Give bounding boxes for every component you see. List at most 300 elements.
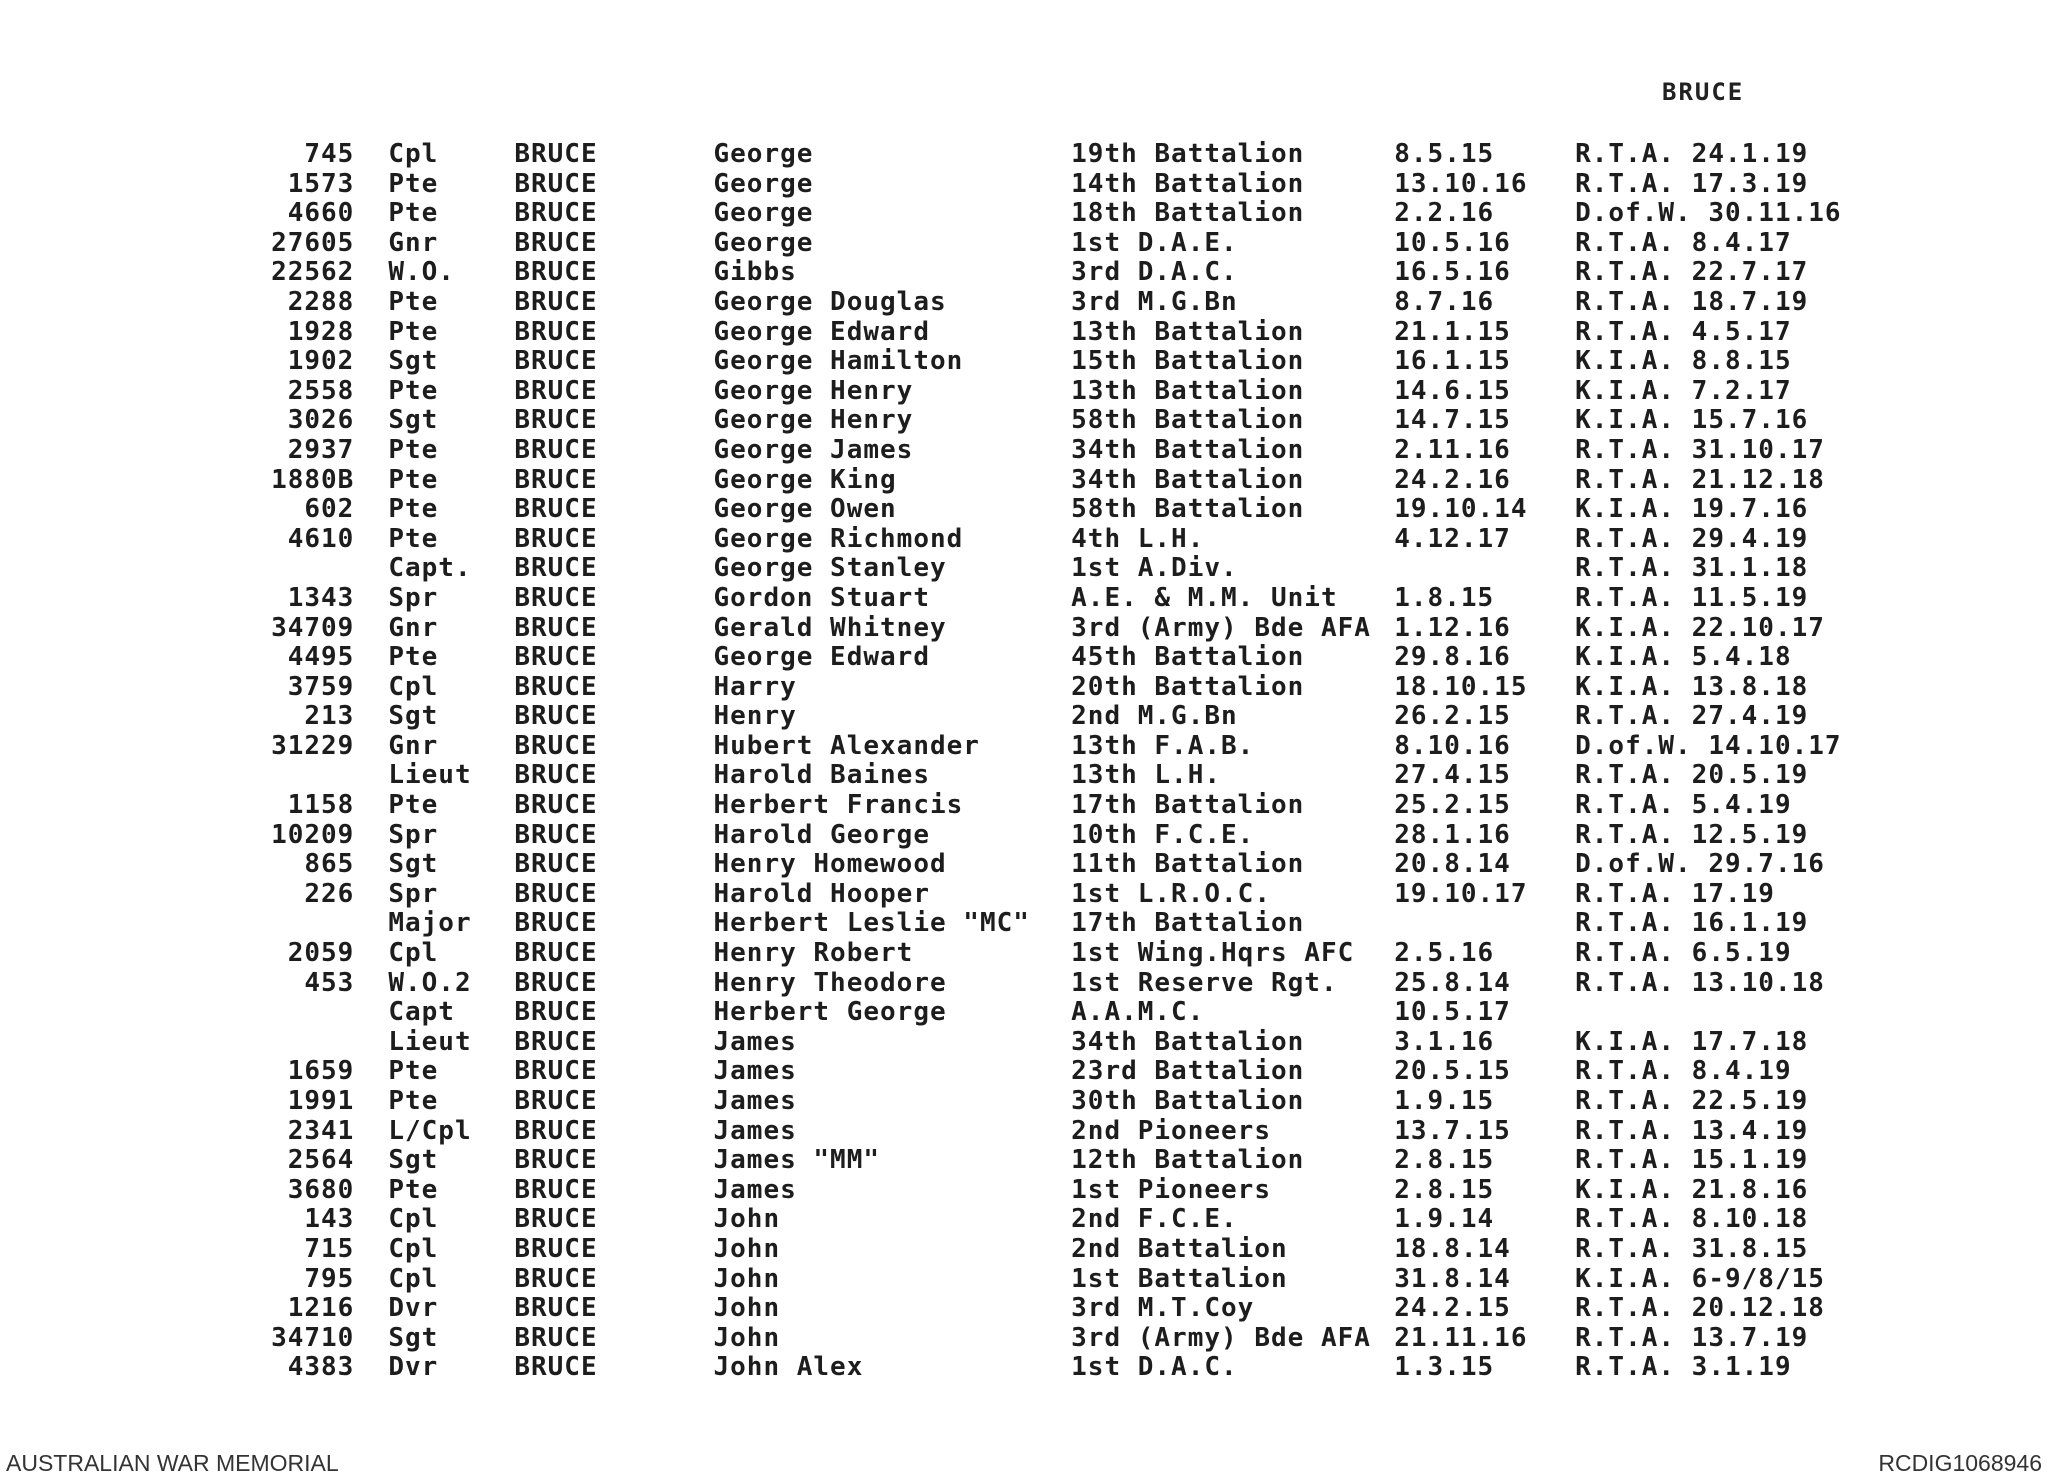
surname-cell: BRUCE <box>514 790 598 821</box>
rank-cell: Pte <box>388 375 439 406</box>
given-names-cell: John <box>713 1204 781 1235</box>
fate-cell: R.T.A. 8.4.19 <box>1575 1056 1792 1087</box>
fate-cell: R.T.A. 29.4.19 <box>1575 523 1809 554</box>
unit-cell: 34th Battalion <box>1071 1026 1305 1057</box>
rank-cell: Cpl <box>388 1233 439 1264</box>
fate-cell: R.T.A. 31.1.18 <box>1575 553 1809 584</box>
enlistment-date-cell: 24.2.16 <box>1394 464 1511 495</box>
fate-cell: R.T.A. 8.10.18 <box>1575 1204 1809 1235</box>
service-number-cell: 226 <box>304 878 355 909</box>
surname-cell: BRUCE <box>514 464 598 495</box>
enlistment-date-cell: 4.12.17 <box>1394 523 1511 554</box>
service-number-cell: 31229 <box>271 730 355 761</box>
given-names-cell: Henry <box>713 701 797 732</box>
nominal-roll-table <box>240 140 1880 1383</box>
table-row <box>240 939 1880 969</box>
surname-cell: BRUCE <box>514 168 598 199</box>
surname-cell: BRUCE <box>514 671 598 702</box>
enlistment-date-cell: 13.10.16 <box>1394 168 1528 199</box>
given-names-cell: James <box>713 1174 797 1205</box>
enlistment-date-cell: 24.2.15 <box>1394 1293 1511 1324</box>
table-row <box>240 1146 1880 1176</box>
given-names-cell: Herbert Leslie "MC" <box>713 908 1030 939</box>
rank-cell: Lieut <box>388 1026 472 1057</box>
service-number-cell: 715 <box>304 1233 355 1264</box>
rank-cell: Gnr <box>388 227 439 258</box>
service-number-cell <box>240 1028 388 1058</box>
unit-cell: 10th F.C.E. <box>1071 819 1255 850</box>
table-row <box>240 673 1880 703</box>
service-number-cell: 3680 <box>287 1174 355 1205</box>
rank-cell: Lieut <box>388 760 472 791</box>
surname-cell: BRUCE <box>514 346 598 377</box>
rank-cell: Cpl <box>388 139 439 169</box>
table-row <box>240 436 1880 466</box>
surname-cell: BRUCE <box>514 582 598 613</box>
given-names-cell: James <box>713 1086 797 1116</box>
unit-cell: 13th Battalion <box>1071 375 1305 406</box>
fate-cell: R.T.A. 13.4.19 <box>1575 1115 1809 1146</box>
fate-cell: R.T.A. 15.1.19 <box>1575 1145 1809 1176</box>
fate-cell: K.I.A. 15.7.16 <box>1575 405 1809 436</box>
enlistment-date-cell: 1.12.16 <box>1394 612 1511 643</box>
unit-cell: 13th L.H. <box>1071 760 1222 791</box>
fate-cell: R.T.A. 4.5.17 <box>1575 316 1792 347</box>
unit-cell: 45th Battalion <box>1071 642 1305 673</box>
enlistment-date-cell: 2.8.15 <box>1394 1145 1495 1176</box>
given-names-cell: George Richmond <box>713 523 964 554</box>
surname-cell: BRUCE <box>514 523 598 554</box>
table-row <box>240 318 1880 348</box>
fate-cell: R.T.A. 27.4.19 <box>1575 701 1809 732</box>
footer-institution: AUSTRALIAN WAR MEMORIAL <box>6 1450 339 1476</box>
enlistment-date-cell: 31.8.14 <box>1394 1263 1511 1294</box>
given-names-cell: Herbert Francis <box>713 790 964 821</box>
rank-cell: Sgt <box>388 849 439 880</box>
table-row <box>240 525 1880 555</box>
surname-cell: BRUCE <box>514 286 598 317</box>
enlistment-date-cell: 14.6.15 <box>1394 375 1511 406</box>
rank-cell: Major <box>388 908 472 939</box>
service-number-cell: 1902 <box>287 346 355 377</box>
surname-cell: BRUCE <box>514 1026 598 1057</box>
unit-cell: 58th Battalion <box>1071 494 1305 525</box>
given-names-cell: George James <box>713 434 914 465</box>
service-number-cell: 22562 <box>271 257 355 288</box>
table-row <box>240 258 1880 288</box>
nominal-roll-body <box>240 140 1880 1383</box>
rank-cell: Dvr <box>388 1352 439 1383</box>
service-number-cell: 1343 <box>287 582 355 613</box>
enlistment-date-cell: 2.11.16 <box>1394 434 1511 465</box>
service-number-cell: 1659 <box>287 1056 355 1087</box>
given-names-cell: Harold Hooper <box>713 878 930 909</box>
surname-cell: BRUCE <box>514 198 598 229</box>
unit-cell: 1st A.Div. <box>1071 553 1238 584</box>
rank-cell: Cpl <box>388 671 439 702</box>
rank-cell: Pte <box>388 642 439 673</box>
unit-cell: 3rd D.A.C. <box>1071 257 1238 288</box>
rank-cell: Sgt <box>388 1322 439 1353</box>
given-names-cell: James <box>713 1056 797 1087</box>
service-number-cell: 2341 <box>287 1115 355 1146</box>
table-row <box>240 998 1880 1028</box>
fate-cell: R.T.A. 13.7.19 <box>1575 1322 1809 1353</box>
given-names-cell: George <box>713 168 814 199</box>
enlistment-date-cell: 3.1.16 <box>1394 1026 1495 1057</box>
surname-cell: BRUCE <box>514 227 598 258</box>
table-row <box>240 702 1880 732</box>
table-row <box>240 466 1880 496</box>
rank-cell: Pte <box>388 316 439 347</box>
service-number-cell: 3026 <box>287 405 355 436</box>
enlistment-date-cell: 2.5.16 <box>1394 938 1495 969</box>
enlistment-date-cell: 1.3.15 <box>1394 1352 1495 1383</box>
fate-cell: R.T.A. 8.4.17 <box>1575 227 1792 258</box>
unit-cell: 18th Battalion <box>1071 198 1305 229</box>
unit-cell: 1st Battalion <box>1071 1263 1288 1294</box>
table-row <box>240 643 1880 673</box>
unit-cell: 34th Battalion <box>1071 434 1305 465</box>
given-names-cell: John <box>713 1322 781 1353</box>
fate-cell: D.of.W. 30.11.16 <box>1575 198 1842 229</box>
enlistment-date-cell: 21.1.15 <box>1394 316 1511 347</box>
rank-cell: Sgt <box>388 1145 439 1176</box>
surname-cell: BRUCE <box>514 612 598 643</box>
table-row <box>240 288 1880 318</box>
given-names-cell: George King <box>713 464 897 495</box>
fate-cell: D.of.W. 29.7.16 <box>1575 849 1825 880</box>
rank-cell: Sgt <box>388 405 439 436</box>
enlistment-date-cell: 18.10.15 <box>1394 671 1528 702</box>
fate-cell: R.T.A. 22.7.17 <box>1575 257 1809 288</box>
enlistment-date-cell: 20.8.14 <box>1394 849 1511 880</box>
given-names-cell: Hubert Alexander <box>713 730 980 761</box>
rank-cell: Pte <box>388 494 439 525</box>
unit-cell: 1st D.A.C. <box>1071 1352 1238 1383</box>
surname-cell: BRUCE <box>514 730 598 761</box>
table-row <box>240 1087 1880 1117</box>
surname-cell: BRUCE <box>514 997 598 1028</box>
fate-cell: R.T.A. 31.8.15 <box>1575 1233 1809 1264</box>
service-number-cell: 34709 <box>271 612 355 643</box>
service-number-cell: 2558 <box>287 375 355 406</box>
given-names-cell: John <box>713 1263 781 1294</box>
fate-cell <box>1575 998 1880 1028</box>
fate-cell: R.T.A. 24.1.19 <box>1575 139 1809 169</box>
table-row <box>240 554 1880 584</box>
fate-cell: R.T.A. 20.12.18 <box>1575 1293 1825 1324</box>
enlistment-date-cell: 2.8.15 <box>1394 1174 1495 1205</box>
enlistment-date-cell: 8.5.15 <box>1394 139 1495 169</box>
fate-cell: R.T.A. 31.10.17 <box>1575 434 1825 465</box>
fate-cell: K.I.A. 8.8.15 <box>1575 346 1792 377</box>
fate-cell: R.T.A. 16.1.19 <box>1575 908 1809 939</box>
rank-cell: Pte <box>388 168 439 199</box>
enlistment-date-cell: 8.7.16 <box>1394 286 1495 317</box>
surname-cell: BRUCE <box>514 1056 598 1087</box>
rank-cell: Capt <box>388 997 455 1028</box>
rank-cell: Pte <box>388 198 439 229</box>
rank-cell: Gnr <box>388 730 439 761</box>
given-names-cell: George <box>713 227 814 258</box>
unit-cell: 3rd M.T.Coy <box>1071 1293 1255 1324</box>
surname-cell: BRUCE <box>514 375 598 406</box>
table-row <box>240 761 1880 791</box>
table-row <box>240 909 1880 939</box>
enlistment-date-cell: 29.8.16 <box>1394 642 1511 673</box>
table-row <box>240 199 1880 229</box>
table-row <box>240 1057 1880 1087</box>
table-row <box>240 969 1880 999</box>
service-number-cell: 34710 <box>271 1322 355 1353</box>
enlistment-date-cell: 20.5.15 <box>1394 1056 1511 1087</box>
surname-cell: BRUCE <box>514 553 598 584</box>
enlistment-date-cell <box>1394 554 1575 584</box>
unit-cell: 1st D.A.E. <box>1071 227 1238 258</box>
table-row <box>240 170 1880 200</box>
fate-cell: K.I.A. 17.7.18 <box>1575 1026 1809 1057</box>
fate-cell: R.T.A. 20.5.19 <box>1575 760 1809 791</box>
surname-cell: BRUCE <box>514 642 598 673</box>
table-row <box>240 140 1880 170</box>
enlistment-date-cell: 26.2.15 <box>1394 701 1511 732</box>
enlistment-date-cell: 10.5.17 <box>1394 997 1511 1028</box>
unit-cell: A.E. & M.M. Unit <box>1071 582 1338 613</box>
unit-cell: 12th Battalion <box>1071 1145 1305 1176</box>
given-names-cell: George Edward <box>713 316 930 347</box>
service-number-cell: 10209 <box>271 819 355 850</box>
enlistment-date-cell: 10.5.16 <box>1394 227 1511 258</box>
service-number-cell <box>240 998 388 1028</box>
fate-cell: R.T.A. 13.10.18 <box>1575 967 1825 998</box>
unit-cell: 2nd M.G.Bn <box>1071 701 1238 732</box>
service-number-cell: 4383 <box>287 1352 355 1383</box>
surname-cell: BRUCE <box>514 908 598 939</box>
surname-cell: BRUCE <box>514 1322 598 1353</box>
given-names-cell: George Stanley <box>713 553 947 584</box>
table-row <box>240 229 1880 259</box>
rank-cell: Spr <box>388 819 439 850</box>
enlistment-date-cell: 1.8.15 <box>1394 582 1495 613</box>
given-names-cell: James <box>713 1026 797 1057</box>
given-names-cell: Gordon Stuart <box>713 582 930 613</box>
fate-cell: K.I.A. 21.8.16 <box>1575 1174 1809 1205</box>
fate-cell: K.I.A. 13.8.18 <box>1575 671 1809 702</box>
unit-cell: 30th Battalion <box>1071 1086 1305 1116</box>
surname-cell: BRUCE <box>514 494 598 525</box>
fate-cell: R.T.A. 11.5.19 <box>1575 582 1809 613</box>
enlistment-date-cell: 18.8.14 <box>1394 1233 1511 1264</box>
rank-cell: W.O.2 <box>388 967 472 998</box>
rank-cell: W.O. <box>388 257 455 288</box>
unit-cell: 13th Battalion <box>1071 316 1305 347</box>
service-number-cell: 3759 <box>287 671 355 702</box>
given-names-cell: George <box>713 139 814 169</box>
service-number-cell: 1880B <box>271 464 355 495</box>
fate-cell: R.T.A. 21.12.18 <box>1575 464 1825 495</box>
rank-cell: Dvr <box>388 1293 439 1324</box>
unit-cell: 20th Battalion <box>1071 671 1305 702</box>
fate-cell: K.I.A. 6-9/8/15 <box>1575 1263 1825 1294</box>
table-row <box>240 614 1880 644</box>
surname-cell: BRUCE <box>514 257 598 288</box>
rank-cell: Cpl <box>388 1263 439 1294</box>
service-number-cell: 2937 <box>287 434 355 465</box>
rank-cell: Capt. <box>388 553 472 584</box>
fate-cell: R.T.A. 5.4.19 <box>1575 790 1792 821</box>
surname-cell: BRUCE <box>514 1204 598 1235</box>
unit-cell: 17th Battalion <box>1071 908 1305 939</box>
unit-cell: 1st Pioneers <box>1071 1174 1271 1205</box>
service-number-cell: 602 <box>304 494 355 525</box>
unit-cell: 2nd F.C.E. <box>1071 1204 1238 1235</box>
surname-cell: BRUCE <box>514 1352 598 1383</box>
given-names-cell: John Alex <box>713 1352 864 1383</box>
surname-cell: BRUCE <box>514 701 598 732</box>
unit-cell: A.A.M.C. <box>1071 997 1205 1028</box>
fate-cell: R.T.A. 12.5.19 <box>1575 819 1809 850</box>
enlistment-date-cell: 13.7.15 <box>1394 1115 1511 1146</box>
rank-cell: Pte <box>388 523 439 554</box>
given-names-cell: Henry Robert <box>713 938 914 969</box>
surname-cell: BRUCE <box>514 139 598 169</box>
unit-cell: 11th Battalion <box>1071 849 1305 880</box>
fate-cell: R.T.A. 22.5.19 <box>1575 1086 1809 1116</box>
rank-cell: Pte <box>388 286 439 317</box>
rank-cell: Pte <box>388 1086 439 1116</box>
enlistment-date-cell: 25.2.15 <box>1394 790 1511 821</box>
unit-cell: 3rd (Army) Bde AFA <box>1071 1322 1371 1353</box>
rank-cell: Spr <box>388 878 439 909</box>
rank-cell: Pte <box>388 1056 439 1087</box>
table-row <box>240 1028 1880 1058</box>
table-row <box>240 1294 1880 1324</box>
unit-cell: 13th F.A.B. <box>1071 730 1255 761</box>
service-number-cell: 453 <box>304 967 355 998</box>
unit-cell: 1st Reserve Rgt. <box>1071 967 1338 998</box>
surname-cell: BRUCE <box>514 967 598 998</box>
given-names-cell: Henry Theodore <box>713 967 947 998</box>
surname-cell: BRUCE <box>514 1233 598 1264</box>
enlistment-date-cell: 21.11.16 <box>1394 1322 1528 1353</box>
enlistment-date-cell: 28.1.16 <box>1394 819 1511 850</box>
fate-cell: D.of.W. 14.10.17 <box>1575 730 1842 761</box>
unit-cell: 58th Battalion <box>1071 405 1305 436</box>
fate-cell: K.I.A. 22.10.17 <box>1575 612 1825 643</box>
table-row <box>240 850 1880 880</box>
service-number-cell: 4610 <box>287 523 355 554</box>
table-row <box>240 495 1880 525</box>
surname-cell: BRUCE <box>514 405 598 436</box>
given-names-cell: Gibbs <box>713 257 797 288</box>
given-names-cell: George <box>713 198 814 229</box>
service-number-cell: 1216 <box>287 1293 355 1324</box>
enlistment-date-cell: 16.5.16 <box>1394 257 1511 288</box>
table-row <box>240 880 1880 910</box>
table-row <box>240 1324 1880 1354</box>
service-number-cell: 4660 <box>287 198 355 229</box>
surname-cell: BRUCE <box>514 819 598 850</box>
table-row <box>240 1235 1880 1265</box>
service-number-cell: 1991 <box>287 1086 355 1116</box>
given-names-cell: Harold Baines <box>713 760 930 791</box>
table-row <box>240 821 1880 851</box>
enlistment-date-cell: 8.10.16 <box>1394 730 1511 761</box>
rank-cell: Sgt <box>388 701 439 732</box>
given-names-cell: James "MM" <box>713 1145 881 1176</box>
surname-cell: BRUCE <box>514 1115 598 1146</box>
service-number-cell <box>240 761 388 791</box>
service-number-cell: 795 <box>304 1263 355 1294</box>
unit-cell: 34th Battalion <box>1071 464 1305 495</box>
service-number-cell: 1573 <box>287 168 355 199</box>
unit-cell: 1st Wing.Hqrs AFC <box>1071 938 1355 969</box>
service-number-cell: 27605 <box>271 227 355 258</box>
rank-cell: Pte <box>388 464 439 495</box>
service-number-cell: 4495 <box>287 642 355 673</box>
given-names-cell: John <box>713 1233 781 1264</box>
table-row <box>240 1117 1880 1147</box>
surname-cell: BRUCE <box>514 938 598 969</box>
given-names-cell: George Owen <box>713 494 897 525</box>
surname-cell: BRUCE <box>514 1086 598 1116</box>
given-names-cell: Herbert George <box>713 997 947 1028</box>
fate-cell: R.T.A. 17.19 <box>1575 878 1775 909</box>
surname-cell: BRUCE <box>514 434 598 465</box>
fate-cell: R.T.A. 18.7.19 <box>1575 286 1809 317</box>
unit-cell: 23rd Battalion <box>1071 1056 1305 1087</box>
rank-cell: Cpl <box>388 1204 439 1235</box>
unit-cell: 15th Battalion <box>1071 346 1305 377</box>
unit-cell: 3rd (Army) Bde AFA <box>1071 612 1371 643</box>
rank-cell: Pte <box>388 790 439 821</box>
table-row <box>240 1205 1880 1235</box>
unit-cell: 1st L.R.O.C. <box>1071 878 1271 909</box>
table-row <box>240 1265 1880 1295</box>
enlistment-date-cell: 16.1.15 <box>1394 346 1511 377</box>
enlistment-date-cell: 14.7.15 <box>1394 405 1511 436</box>
given-names-cell: George Henry <box>713 375 914 406</box>
rank-cell: Gnr <box>388 612 439 643</box>
unit-cell: 2nd Pioneers <box>1071 1115 1271 1146</box>
fate-cell: R.T.A. 6.5.19 <box>1575 938 1792 969</box>
enlistment-date-cell: 2.2.16 <box>1394 198 1495 229</box>
unit-cell: 4th L.H. <box>1071 523 1205 554</box>
unit-cell: 2nd Battalion <box>1071 1233 1288 1264</box>
surname-cell: BRUCE <box>514 878 598 909</box>
unit-cell: 17th Battalion <box>1071 790 1305 821</box>
service-number-cell: 745 <box>304 139 355 169</box>
table-row <box>240 1176 1880 1206</box>
service-number-cell: 865 <box>304 849 355 880</box>
enlistment-date-cell: 1.9.14 <box>1394 1204 1495 1235</box>
fate-cell: R.T.A. 17.3.19 <box>1575 168 1809 199</box>
table-row <box>240 347 1880 377</box>
surname-cell: BRUCE <box>514 849 598 880</box>
fate-cell: K.I.A. 5.4.18 <box>1575 642 1792 673</box>
rank-cell: L/Cpl <box>388 1115 472 1146</box>
service-number-cell: 213 <box>304 701 355 732</box>
rank-cell: Pte <box>388 1174 439 1205</box>
enlistment-date-cell: 19.10.14 <box>1394 494 1528 525</box>
rank-cell: Spr <box>388 582 439 613</box>
given-names-cell: John <box>713 1293 781 1324</box>
rank-cell: Sgt <box>388 346 439 377</box>
service-number-cell <box>240 554 388 584</box>
given-names-cell: George Edward <box>713 642 930 673</box>
service-number-cell: 2288 <box>287 286 355 317</box>
